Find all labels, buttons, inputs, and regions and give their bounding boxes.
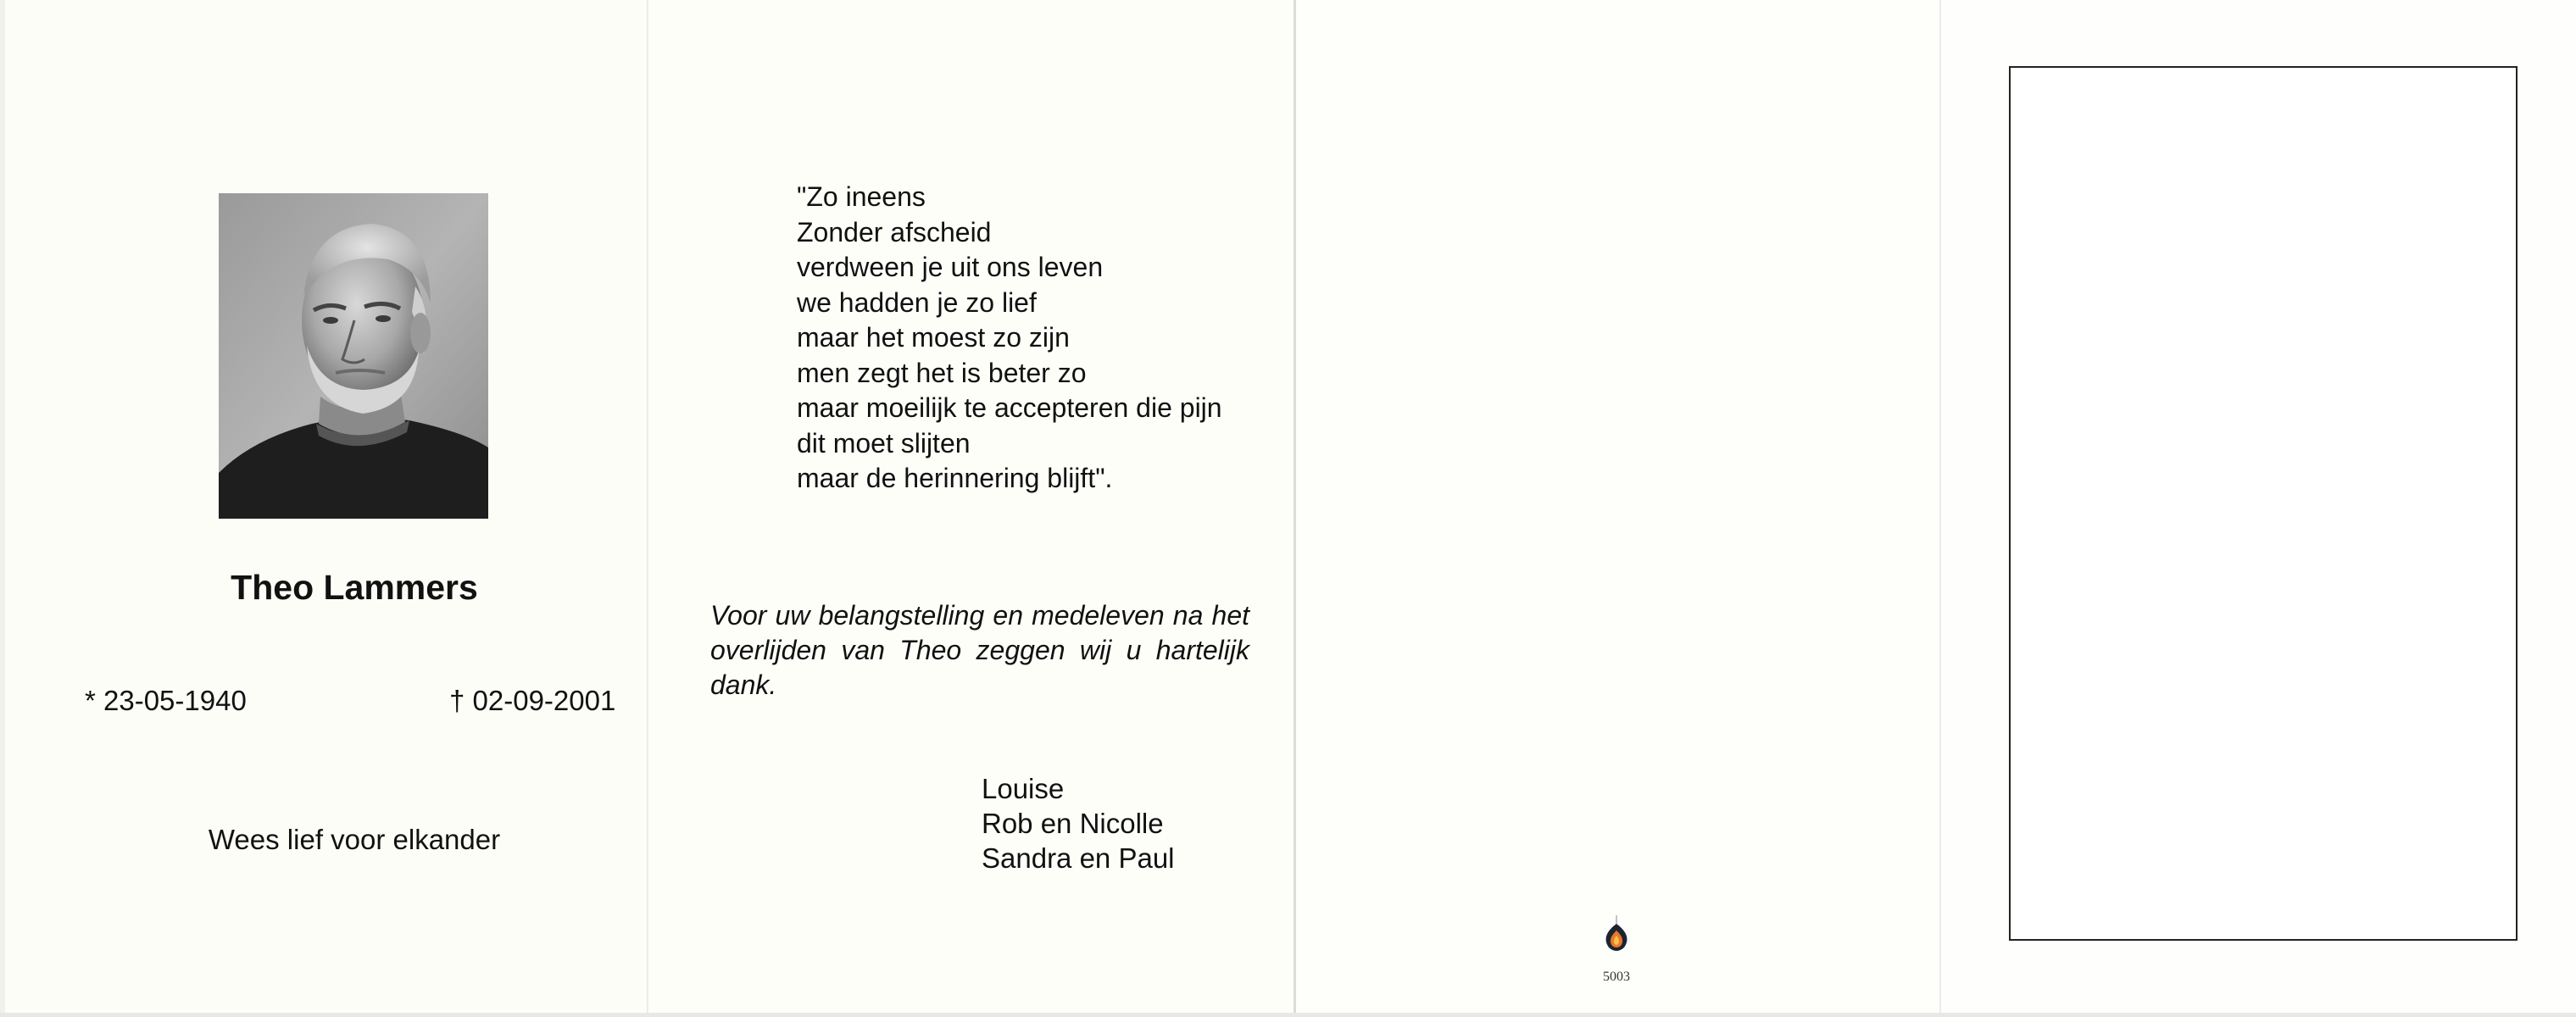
- signatures: [982, 771, 1175, 875]
- signature-line: Louise: [982, 773, 1065, 804]
- flame-drop-icon: [1599, 914, 1634, 954]
- poem-line: maar moeilijk te accepteren die pijn: [797, 392, 1222, 423]
- poem-line: verdween je uit ons leven: [797, 252, 1104, 282]
- panel-poem: [647, 0, 1294, 1013]
- scan-edge: [0, 1013, 2576, 1017]
- portrait-photo: [219, 193, 488, 519]
- motto: Wees lief voor elkander: [208, 824, 501, 855]
- poem-line: Zonder afscheid: [797, 216, 992, 247]
- poem-line: dit moet slijten: [797, 427, 971, 458]
- poem-line: maar het moest zo zijn: [797, 322, 1070, 353]
- signature-line: Rob en Nicolle: [982, 808, 1164, 839]
- death-date: † 02-09-2001: [449, 685, 616, 716]
- empty-frame: [2009, 66, 2518, 941]
- birth-date: * 23-05-1940: [85, 685, 247, 716]
- poem-line: maar de herinnering blijft".: [797, 463, 1113, 493]
- poem: [797, 180, 1222, 497]
- deceased-name: Theo Lammers: [231, 568, 478, 607]
- poem-line: men zegt het is beter zo: [797, 357, 1087, 388]
- print-code: 5003: [1603, 970, 1630, 984]
- signature-line: Sandra en Paul: [982, 842, 1175, 874]
- poem-line: we hadden je zo lief: [797, 286, 1037, 318]
- thank-you-text: Voor uw belangstelling en medeleven na het overlijden van Theo zeggen wij u hartelijk dank.: [710, 600, 1249, 700]
- poem-line: "Zo ineens: [797, 181, 926, 212]
- panel-back: [1294, 0, 1939, 1013]
